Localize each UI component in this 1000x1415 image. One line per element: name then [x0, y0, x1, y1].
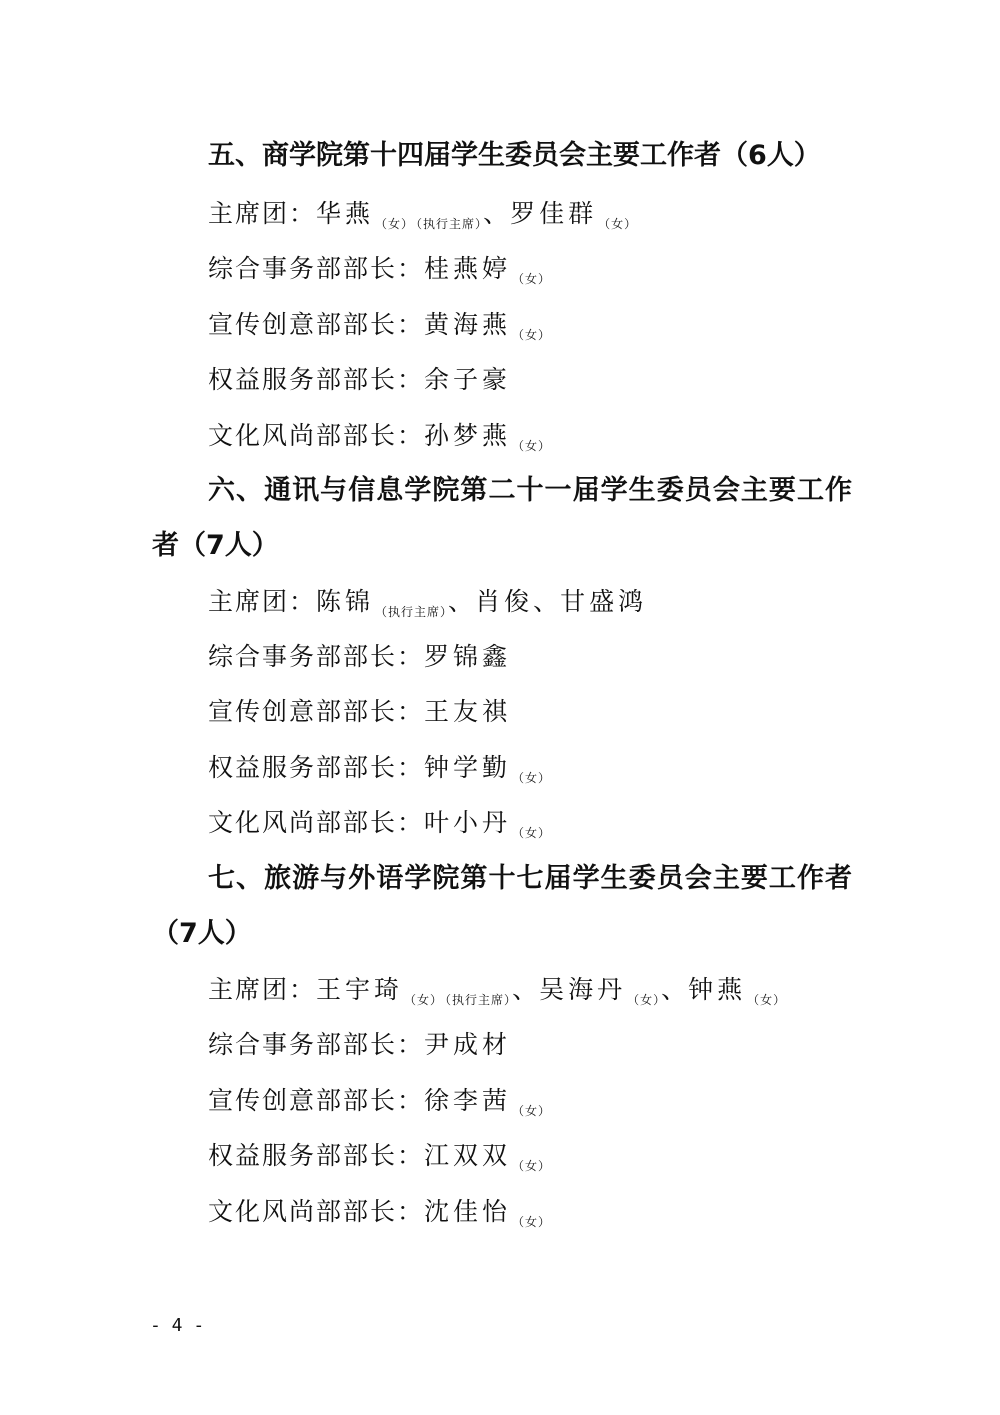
member-name: 甘盛鸿 [560, 587, 648, 616]
gender-note: （女） [627, 993, 661, 1007]
member-name: 余子豪 [424, 365, 512, 394]
section-5-role-row [208, 309, 968, 351]
member-name: 陈锦 [316, 587, 375, 616]
presidium-label: 主席团： [208, 199, 317, 228]
member-name: 尹成材 [424, 1030, 512, 1059]
separator: 、 [448, 587, 476, 616]
presidium-label: 主席团： [208, 975, 317, 1004]
gender-note: （女） [512, 771, 552, 785]
section-5-role-row [208, 364, 968, 406]
separator: 、 [533, 587, 561, 616]
separator: 、 [512, 975, 540, 1004]
role-label: 文化风尚部部长： [208, 421, 425, 450]
gender-note: （女） [512, 1104, 552, 1118]
section-5-role-row [208, 253, 968, 295]
member-name: 华燕 [316, 199, 375, 228]
member-name: 叶小丹 [424, 808, 512, 837]
separator: 、 [661, 975, 689, 1004]
gender-note: （女） [747, 993, 787, 1007]
section-7-role-row [208, 1029, 968, 1071]
section-6-role-row [208, 752, 968, 794]
gender-note: （女） [512, 272, 552, 286]
section-7-presidium [208, 974, 968, 1016]
role-label: 权益服务部部长： [208, 365, 425, 394]
gender-note: （女） [598, 217, 638, 231]
position-note: （执行主席） [445, 993, 512, 1007]
member-name: 钟学勤 [424, 753, 512, 782]
role-label: 宣传创意部部长： [208, 697, 425, 726]
role-label: 综合事务部部长： [208, 254, 425, 283]
separator: 、 [483, 199, 511, 228]
section-5-heading: 五、商学院第十四届学生委员会主要工作者（6人） [208, 140, 821, 171]
member-name: 肖俊 [475, 587, 534, 616]
section-7-role-row [208, 1196, 968, 1238]
role-label: 文化风尚部部长： [208, 808, 425, 837]
section-6-role-row [208, 696, 968, 738]
member-name: 沈佳怡 [424, 1197, 512, 1226]
section-6-role-row [208, 641, 968, 683]
role-label: 宣传创意部部长： [208, 1086, 425, 1115]
role-label: 宣传创意部部长： [208, 310, 425, 339]
section-5-presidium [208, 198, 968, 240]
section-6-heading: 六、通讯与信息学院第二十一届学生委员会主要工作者（7人） [152, 475, 852, 561]
section-7-role-row [208, 1085, 968, 1127]
section-6-presidium [208, 586, 968, 628]
role-label: 权益服务部部长： [208, 753, 425, 782]
role-label: 文化风尚部部长： [208, 1197, 425, 1226]
member-name: 孙梦燕 [424, 421, 512, 450]
member-name: 徐李茜 [424, 1086, 512, 1115]
gender-note: （女） [512, 1215, 552, 1229]
member-name: 桂燕婷 [424, 254, 512, 283]
member-name: 黄海燕 [424, 310, 512, 339]
gender-note: （女） [375, 217, 415, 231]
gender-note: （女） [512, 826, 552, 840]
gender-note: （女） [512, 439, 552, 453]
gender-note: （女） [512, 328, 552, 342]
gender-note: （女） [404, 993, 444, 1007]
gender-note: （女） [512, 1159, 552, 1173]
section-6-role-row [208, 807, 968, 849]
member-name: 罗锦鑫 [424, 642, 512, 671]
member-name: 钟燕 [688, 975, 747, 1004]
role-label: 权益服务部部长： [208, 1141, 425, 1170]
section-7-role-row [208, 1140, 968, 1182]
position-note: （执行主席） [375, 605, 448, 619]
page-number: - 4 - [150, 1315, 205, 1336]
role-label: 综合事务部部长： [208, 642, 425, 671]
member-name: 罗佳群 [510, 199, 598, 228]
member-name: 江双双 [424, 1141, 512, 1170]
presidium-label: 主席团： [208, 587, 317, 616]
role-label: 综合事务部部长： [208, 1030, 425, 1059]
member-name: 吴海丹 [539, 975, 627, 1004]
section-5-role-row [208, 420, 968, 462]
member-name: 王宇琦 [316, 975, 404, 1004]
section-7-heading: 七、旅游与外语学院第十七届学生委员会主要工作者（7人） [152, 863, 852, 949]
member-name: 王友祺 [424, 697, 512, 726]
position-note: （执行主席） [416, 217, 483, 231]
